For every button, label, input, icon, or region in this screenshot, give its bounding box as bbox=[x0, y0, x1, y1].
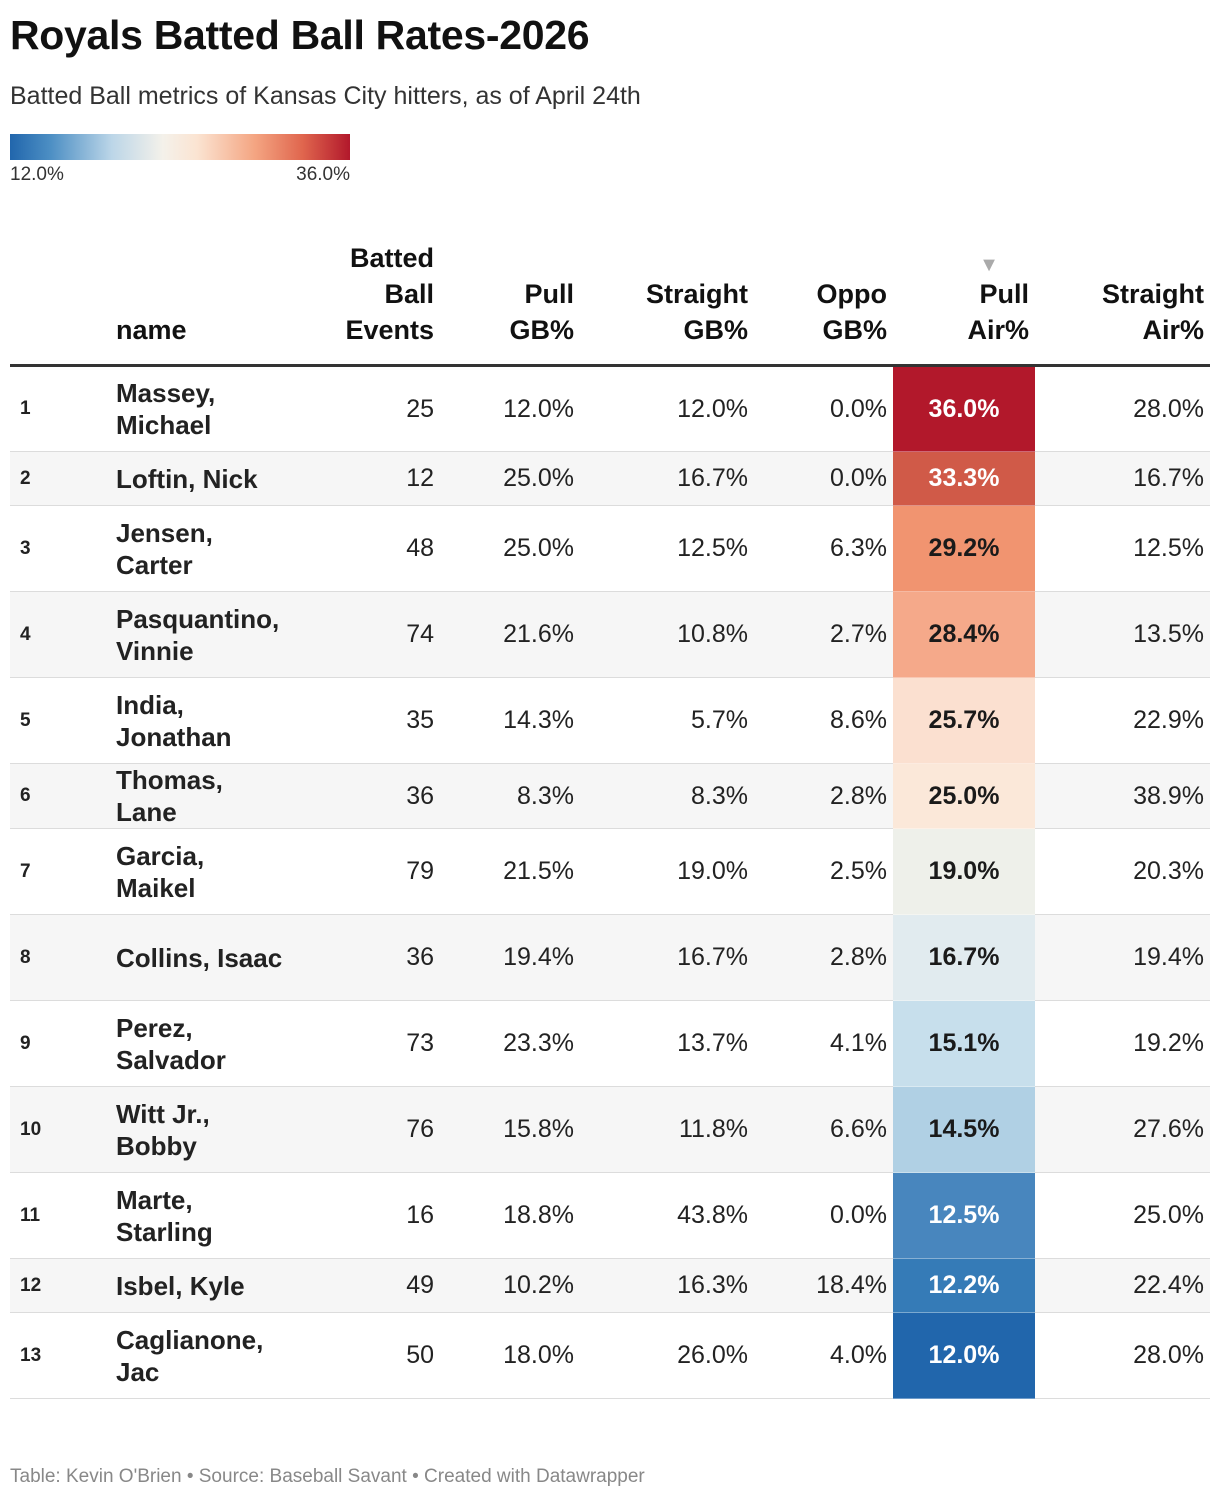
cell-batted-ball-events: 36 bbox=[295, 764, 440, 829]
cell-straight-gb: 12.5% bbox=[580, 506, 754, 592]
cell-batted-ball-events: 74 bbox=[295, 592, 440, 678]
cell-pull-gb: 18.8% bbox=[440, 1173, 580, 1259]
cell-player-name: Loftin, Nick bbox=[110, 452, 295, 506]
cell-straight-gb: 13.7% bbox=[580, 1001, 754, 1087]
cell-straight-gb: 16.7% bbox=[580, 452, 754, 506]
cell-straight-air: 19.4% bbox=[1035, 915, 1210, 1001]
cell-player-name: Thomas, Lane bbox=[110, 764, 295, 829]
cell-batted-ball-events: 16 bbox=[295, 1173, 440, 1259]
table-row bbox=[10, 678, 1210, 764]
header-straight-gb-label: Straight GB% bbox=[645, 279, 748, 345]
cell-straight-air: 13.5% bbox=[1035, 592, 1210, 678]
cell-pull-air: 28.4% bbox=[893, 592, 1035, 678]
cell-pull-air: 25.0% bbox=[893, 764, 1035, 829]
legend-gradient-bar bbox=[10, 134, 350, 160]
color-legend bbox=[10, 134, 350, 190]
cell-batted-ball-events: 73 bbox=[295, 1001, 440, 1087]
cell-pull-air: 36.0% bbox=[893, 366, 1035, 452]
cell-pull-air: 15.1% bbox=[893, 1001, 1035, 1087]
table-body bbox=[10, 366, 1210, 1399]
header-batted-ball-events-label: Batted Ball Events bbox=[345, 243, 434, 345]
table-row bbox=[10, 506, 1210, 592]
header-straight-air[interactable] bbox=[1035, 240, 1210, 366]
header-oppo-gb-label: Oppo GB% bbox=[816, 279, 887, 345]
table-row bbox=[10, 1259, 1210, 1313]
header-pull-gb-label: Pull GB% bbox=[509, 279, 574, 345]
cell-player-name: Garcia, Maikel bbox=[110, 829, 295, 915]
cell-oppo-gb: 18.4% bbox=[754, 1259, 893, 1313]
cell-player-name: Caglianone, Jac bbox=[110, 1313, 295, 1399]
header-pull-gb[interactable] bbox=[440, 240, 580, 366]
cell-straight-gb: 5.7% bbox=[580, 678, 754, 764]
cell-player-name: Collins, Isaac bbox=[110, 915, 295, 1001]
table-row bbox=[10, 1313, 1210, 1399]
cell-rank: 4 bbox=[10, 592, 110, 678]
table-row bbox=[10, 452, 1210, 506]
cell-pull-gb: 25.0% bbox=[440, 452, 580, 506]
cell-player-name: Massey, Michael bbox=[110, 366, 295, 452]
cell-straight-air: 38.9% bbox=[1035, 764, 1210, 829]
table-row bbox=[10, 915, 1210, 1001]
cell-batted-ball-events: 48 bbox=[295, 506, 440, 592]
cell-rank: 3 bbox=[10, 506, 110, 592]
cell-batted-ball-events: 50 bbox=[295, 1313, 440, 1399]
legend-labels bbox=[10, 164, 350, 190]
cell-straight-air: 22.9% bbox=[1035, 678, 1210, 764]
legend-max-label: 36.0% bbox=[296, 164, 350, 185]
sort-descending-icon: ▼ bbox=[979, 254, 999, 276]
cell-straight-gb: 43.8% bbox=[580, 1173, 754, 1259]
cell-straight-air: 27.6% bbox=[1035, 1087, 1210, 1173]
cell-straight-gb: 16.3% bbox=[580, 1259, 754, 1313]
header-straight-gb[interactable] bbox=[580, 240, 754, 366]
batted-ball-table bbox=[10, 240, 1210, 1399]
cell-straight-gb: 19.0% bbox=[580, 829, 754, 915]
chart-subtitle: Batted Ball metrics of Kansas City hitters, as of April 24th bbox=[10, 82, 641, 110]
cell-batted-ball-events: 79 bbox=[295, 829, 440, 915]
cell-rank: 2 bbox=[10, 452, 110, 506]
cell-pull-gb: 10.2% bbox=[440, 1259, 580, 1313]
cell-batted-ball-events: 25 bbox=[295, 366, 440, 452]
cell-pull-air: 12.0% bbox=[893, 1313, 1035, 1399]
cell-oppo-gb: 2.8% bbox=[754, 915, 893, 1001]
cell-rank: 5 bbox=[10, 678, 110, 764]
cell-pull-air: 14.5% bbox=[893, 1087, 1035, 1173]
cell-rank: 1 bbox=[10, 366, 110, 452]
table-row bbox=[10, 829, 1210, 915]
cell-pull-air: 33.3% bbox=[893, 452, 1035, 506]
cell-oppo-gb: 2.7% bbox=[754, 592, 893, 678]
table-row bbox=[10, 1173, 1210, 1259]
header-batted-ball-events[interactable] bbox=[295, 240, 440, 366]
cell-straight-air: 28.0% bbox=[1035, 366, 1210, 452]
cell-oppo-gb: 2.5% bbox=[754, 829, 893, 915]
header-pull-air[interactable] bbox=[893, 240, 1035, 366]
cell-rank: 6 bbox=[10, 764, 110, 829]
cell-rank: 11 bbox=[10, 1173, 110, 1259]
cell-pull-gb: 14.3% bbox=[440, 678, 580, 764]
cell-pull-gb: 8.3% bbox=[440, 764, 580, 829]
cell-straight-air: 25.0% bbox=[1035, 1173, 1210, 1259]
cell-rank: 10 bbox=[10, 1087, 110, 1173]
cell-oppo-gb: 2.8% bbox=[754, 764, 893, 829]
cell-pull-gb: 19.4% bbox=[440, 915, 580, 1001]
table-row bbox=[10, 592, 1210, 678]
cell-pull-air: 29.2% bbox=[893, 506, 1035, 592]
cell-oppo-gb: 6.3% bbox=[754, 506, 893, 592]
cell-straight-air: 20.3% bbox=[1035, 829, 1210, 915]
cell-straight-air: 28.0% bbox=[1035, 1313, 1210, 1399]
header-pull-air-label: Pull Air% bbox=[967, 279, 1029, 345]
cell-straight-gb: 12.0% bbox=[580, 366, 754, 452]
cell-pull-air: 12.5% bbox=[893, 1173, 1035, 1259]
cell-pull-air: 19.0% bbox=[893, 829, 1035, 915]
cell-batted-ball-events: 35 bbox=[295, 678, 440, 764]
legend-min-label: 12.0% bbox=[10, 164, 64, 185]
cell-straight-air: 12.5% bbox=[1035, 506, 1210, 592]
cell-rank: 7 bbox=[10, 829, 110, 915]
cell-oppo-gb: 4.0% bbox=[754, 1313, 893, 1399]
cell-pull-gb: 12.0% bbox=[440, 366, 580, 452]
header-straight-air-label: Straight Air% bbox=[1101, 279, 1204, 345]
cell-player-name: Witt Jr., Bobby bbox=[110, 1087, 295, 1173]
cell-oppo-gb: 8.6% bbox=[754, 678, 893, 764]
cell-straight-air: 22.4% bbox=[1035, 1259, 1210, 1313]
cell-straight-air: 16.7% bbox=[1035, 452, 1210, 506]
cell-player-name: India, Jonathan bbox=[110, 678, 295, 764]
cell-rank: 13 bbox=[10, 1313, 110, 1399]
data-table bbox=[10, 240, 1210, 1399]
cell-pull-air: 25.7% bbox=[893, 678, 1035, 764]
cell-player-name: Pasquantino, Vinnie bbox=[110, 592, 295, 678]
cell-pull-gb: 18.0% bbox=[440, 1313, 580, 1399]
cell-straight-gb: 16.7% bbox=[580, 915, 754, 1001]
cell-pull-air: 16.7% bbox=[893, 915, 1035, 1001]
cell-pull-gb: 25.0% bbox=[440, 506, 580, 592]
cell-pull-air: 12.2% bbox=[893, 1259, 1035, 1313]
table-header bbox=[10, 240, 1210, 366]
cell-pull-gb: 21.5% bbox=[440, 829, 580, 915]
table-row bbox=[10, 366, 1210, 452]
cell-oppo-gb: 0.0% bbox=[754, 1173, 893, 1259]
cell-player-name: Jensen, Carter bbox=[110, 506, 295, 592]
cell-player-name: Perez, Salvador bbox=[110, 1001, 295, 1087]
cell-oppo-gb: 0.0% bbox=[754, 452, 893, 506]
header-name[interactable]: name bbox=[110, 240, 295, 366]
header-oppo-gb[interactable] bbox=[754, 240, 893, 366]
cell-straight-gb: 10.8% bbox=[580, 592, 754, 678]
cell-pull-gb: 21.6% bbox=[440, 592, 580, 678]
header-rank[interactable] bbox=[10, 240, 110, 366]
cell-straight-gb: 8.3% bbox=[580, 764, 754, 829]
header-row bbox=[10, 240, 1210, 366]
footer-credits: Table: Kevin O'Brien • Source: Baseball Savant • Created with Datawrapper bbox=[10, 1466, 645, 1487]
cell-rank: 12 bbox=[10, 1259, 110, 1313]
table-row bbox=[10, 764, 1210, 829]
cell-rank: 8 bbox=[10, 915, 110, 1001]
cell-batted-ball-events: 36 bbox=[295, 915, 440, 1001]
chart-title: Royals Batted Ball Rates-2026 bbox=[10, 12, 590, 58]
cell-oppo-gb: 6.6% bbox=[754, 1087, 893, 1173]
cell-rank: 9 bbox=[10, 1001, 110, 1087]
cell-oppo-gb: 0.0% bbox=[754, 366, 893, 452]
cell-player-name: Isbel, Kyle bbox=[110, 1259, 295, 1313]
cell-pull-gb: 23.3% bbox=[440, 1001, 580, 1087]
cell-player-name: Marte, Starling bbox=[110, 1173, 295, 1259]
cell-batted-ball-events: 12 bbox=[295, 452, 440, 506]
cell-straight-gb: 26.0% bbox=[580, 1313, 754, 1399]
cell-straight-air: 19.2% bbox=[1035, 1001, 1210, 1087]
cell-pull-gb: 15.8% bbox=[440, 1087, 580, 1173]
cell-oppo-gb: 4.1% bbox=[754, 1001, 893, 1087]
cell-batted-ball-events: 76 bbox=[295, 1087, 440, 1173]
cell-straight-gb: 11.8% bbox=[580, 1087, 754, 1173]
cell-batted-ball-events: 49 bbox=[295, 1259, 440, 1313]
table-row bbox=[10, 1001, 1210, 1087]
table-row bbox=[10, 1087, 1210, 1173]
